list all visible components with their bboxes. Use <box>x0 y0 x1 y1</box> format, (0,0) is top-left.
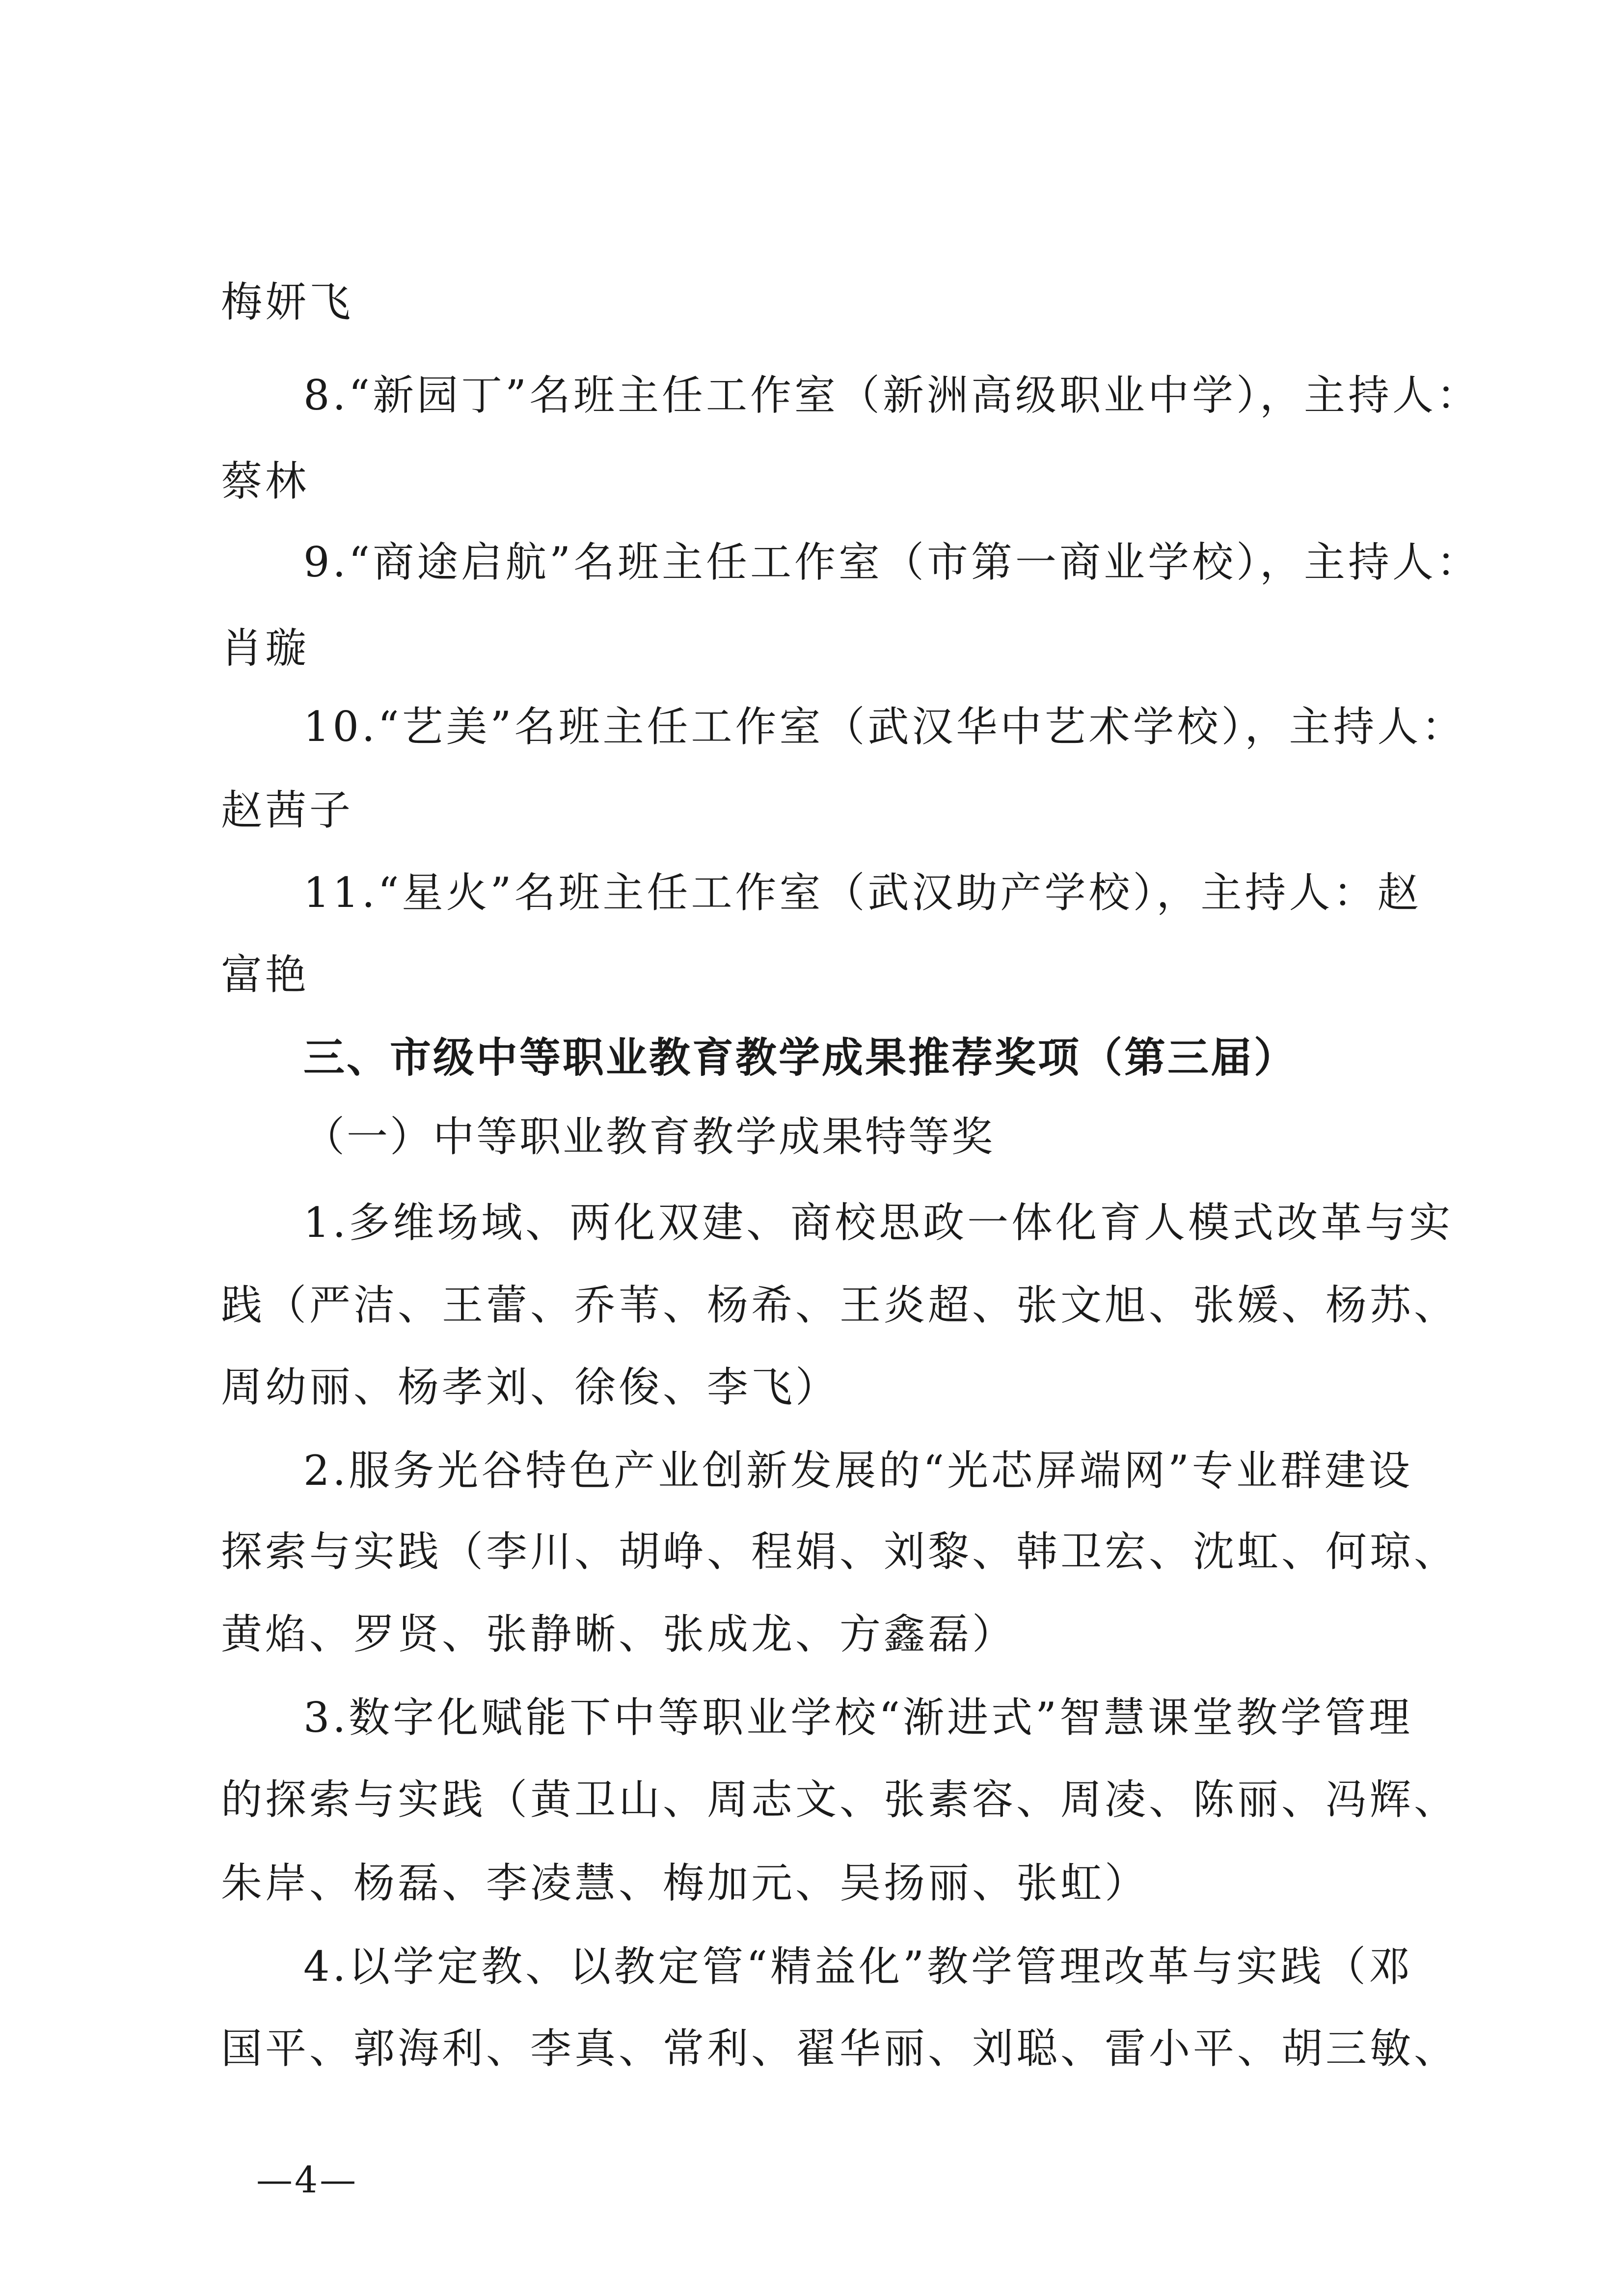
text-line: 探索与实践（李川、胡峥、程娟、刘黎、韩卫宏、沈虹、何琼、 <box>221 1528 1459 1576</box>
section-heading: 三、市级中等职业教育教学成果推荐奖项（第三届） <box>303 1034 1298 1082</box>
page-number: —4— <box>256 2159 358 2201</box>
text-line: 周幼丽、杨孝刘、徐俊、李飞） <box>221 1363 840 1411</box>
text-line: 10.“艺美”名班主任工作室（武汉华中艺术学校），主持人： <box>303 703 1466 751</box>
text-line: 的探索与实践（黄卫山、周志文、张素容、周凌、陈丽、冯辉、 <box>221 1776 1459 1824</box>
text-line: 黄焰、罗贤、张静晰、张成龙、方鑫磊） <box>221 1610 1017 1658</box>
text-line: 赵茜子 <box>221 786 354 834</box>
text-line: 富艳 <box>221 951 310 999</box>
subsection-heading: （一）中等职业教育教学成果特等奖 <box>303 1113 995 1161</box>
text-line: 8.“新园丁”名班主任工作室（新洲高级职业中学），主持人： <box>303 371 1481 419</box>
text-line: 2.服务光谷特色产业创新发展的“光芯屏端网”专业群建设 <box>303 1447 1413 1495</box>
text-line: 1.多维场域、两化双建、商校思政一体化育人模式改革与实 <box>303 1199 1454 1247</box>
text-line: 肖璇 <box>221 624 310 672</box>
text-line: 梅妍飞 <box>221 278 354 326</box>
text-line: 4.以学定教、以教定管“精益化”教学管理改革与实践（邓 <box>303 1942 1413 1991</box>
text-line: 9.“商途启航”名班主任工作室（市第一商业学校），主持人： <box>303 538 1481 586</box>
text-line: 11.“星火”名班主任工作室（武汉助产学校），主持人：赵 <box>303 869 1422 917</box>
text-line: 3.数字化赋能下中等职业学校“渐进式”智慧课堂教学管理 <box>303 1694 1413 1742</box>
text-line: 朱岸、杨磊、李凌慧、梅加元、吴扬丽、张虹） <box>221 1859 1149 1907</box>
text-line: 践（严洁、王蕾、乔苇、杨希、王炎超、张文旭、张媛、杨苏、 <box>221 1281 1459 1329</box>
text-line: 国平、郭海利、李真、常利、翟华丽、刘聪、雷小平、胡三敏、 <box>221 2024 1459 2073</box>
text-line: 蔡林 <box>221 457 310 505</box>
